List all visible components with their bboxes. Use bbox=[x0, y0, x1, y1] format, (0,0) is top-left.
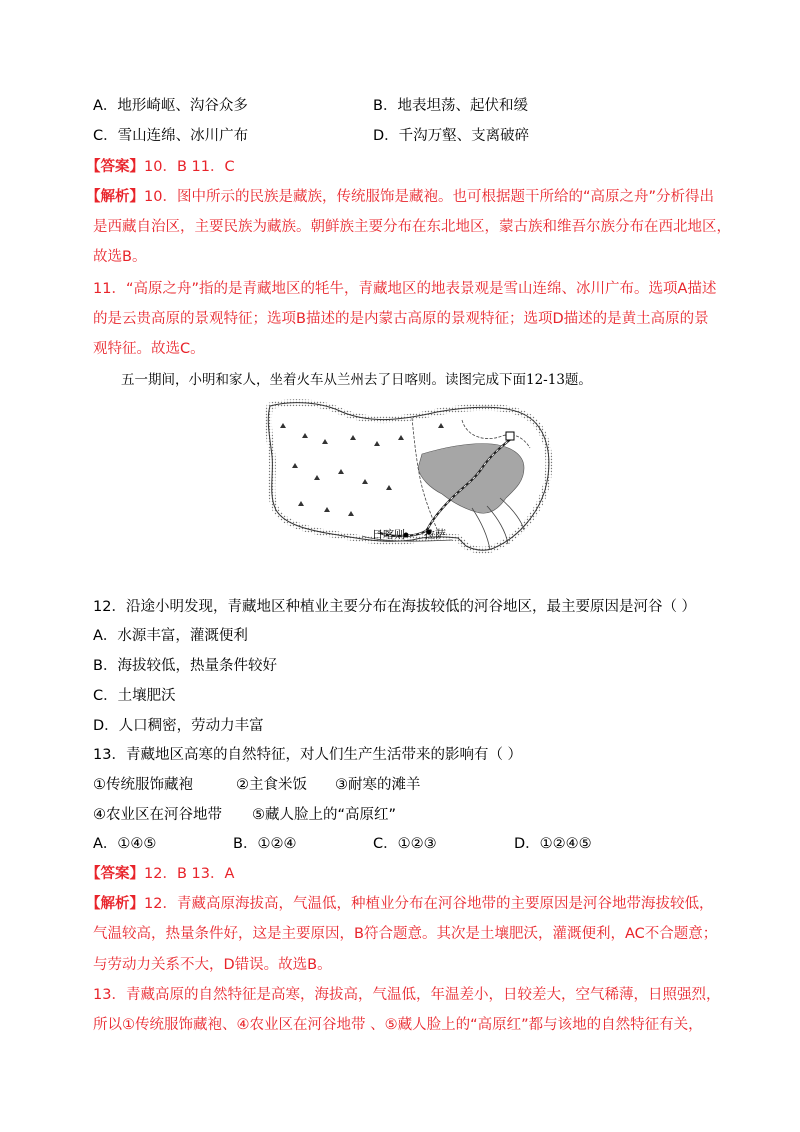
question-intro: 五一期间，小明和家人，坐着火车从兰州去了日喀则。读图完成下面12-13题。 bbox=[121, 372, 592, 388]
analysis2-line-2: 气温较高，热量条件好，这是主要原因，B符合题意。其次是土壤肥沃，灌溉便利，AC不合题意； bbox=[93, 926, 718, 942]
answer-block-2 bbox=[86, 864, 234, 884]
q13-option-c: C．①②③ bbox=[373, 836, 437, 852]
analysis2-line-3: 与劳动力关系不大，D错误。故选B。 bbox=[93, 957, 332, 973]
analysis-line-2: 是西藏自治区，主要民族为藏族。朝鲜族主要分布在东北地区，蒙古族和维吾尔族分布在西北地区， bbox=[93, 219, 731, 235]
q13-item-3: ③耐寒的滩羊 bbox=[335, 777, 421, 793]
analysis-line-4: 11．“高原之舟”指的是青藏地区的牦牛，青藏地区的地表景观是雪山连绵、冰川广布。选项A描述 bbox=[93, 281, 717, 297]
analysis2-line-5: 所以①传统服饰藏袍、④农业区在河谷地带 、⑤藏人脸上的“高原红”都与该地的自然特征有关， bbox=[93, 1017, 703, 1033]
answer-tag: 【答案】 bbox=[86, 159, 144, 175]
q12-option-d: D．人口稠密，劳动力丰富 bbox=[93, 718, 264, 734]
option-d-q11: D．千沟万壑、支离破碎 bbox=[373, 128, 530, 144]
q12-option-c: C．土壤肥沃 bbox=[93, 688, 176, 704]
analysis2-line-4: 13．青藏高原的自然特征是高寒，海拔高，气温低，年温差小，日较差大，空气稀薄，日照强烈， bbox=[93, 987, 721, 1003]
analysis-line-6: 观特征。故选C。 bbox=[93, 341, 205, 357]
option-a-q11: A．地形崎岖、沟谷众多 bbox=[93, 98, 248, 114]
q12-option-a: A．水源丰富，灌溉便利 bbox=[93, 628, 248, 644]
answer-text: 10．B 11．C bbox=[144, 159, 235, 175]
analysis-text: 10．图中所示的民族是藏族，传统服饰是藏袍。也可根据题干所给的“高原之舟”分析得出 bbox=[144, 189, 714, 205]
analysis-line-1 bbox=[86, 187, 714, 207]
q12-option-b: B．海拔较低，热量条件较好 bbox=[93, 658, 277, 674]
analysis2-line-1 bbox=[86, 894, 713, 914]
label-lhasa: 拉萨 bbox=[424, 528, 446, 541]
analysis-tag: 【解析】 bbox=[86, 896, 144, 912]
analysis-text: 12．青藏高原海拔高，气温低，种植业分布在河谷地带的主要原因是河谷地带海拔较低， bbox=[144, 896, 714, 912]
q13-option-a: A．①④⑤ bbox=[93, 836, 157, 852]
analysis-line-3: 故选B。 bbox=[93, 249, 147, 265]
q12-stem: 12．沿途小明发现，青藏地区种植业主要分布在海拔较低的河谷地区，最主要原因是河谷（ ） bbox=[93, 599, 697, 615]
label-shigatse: 日喀则 bbox=[372, 528, 405, 541]
answer-block-1 bbox=[86, 157, 235, 177]
answer-text: 12．B 13．A bbox=[144, 866, 235, 882]
answer-tag: 【答案】 bbox=[86, 866, 144, 882]
q13-stem: 13．青藏地区高寒的自然特征，对人们生产生活带来的影响有（ ） bbox=[93, 747, 523, 763]
option-b-q11: B．地表坦荡、起伏和缓 bbox=[373, 98, 528, 114]
q13-item-1: ①传统服饰藏袍 bbox=[93, 777, 193, 793]
q13-option-d: D．①②④⑤ bbox=[514, 836, 592, 852]
option-c-q11: C．雪山连绵、冰川广布 bbox=[93, 128, 249, 144]
q13-item-2: ②主食米饭 bbox=[236, 777, 307, 793]
q13-item-5: ⑤藏人脸上的“高原红” bbox=[252, 807, 397, 823]
q13-item-4: ④农业区在河谷地带 bbox=[93, 807, 222, 823]
analysis-line-5: 的是云贵高原的景观特征；选项B描述的是内蒙古高原的景观特征；选项D描述的是黄土高原的景 bbox=[93, 311, 709, 327]
qinghai-tibet-map bbox=[262, 398, 556, 558]
analysis-tag: 【解析】 bbox=[86, 189, 144, 205]
q13-option-b: B．①②④ bbox=[233, 836, 297, 852]
